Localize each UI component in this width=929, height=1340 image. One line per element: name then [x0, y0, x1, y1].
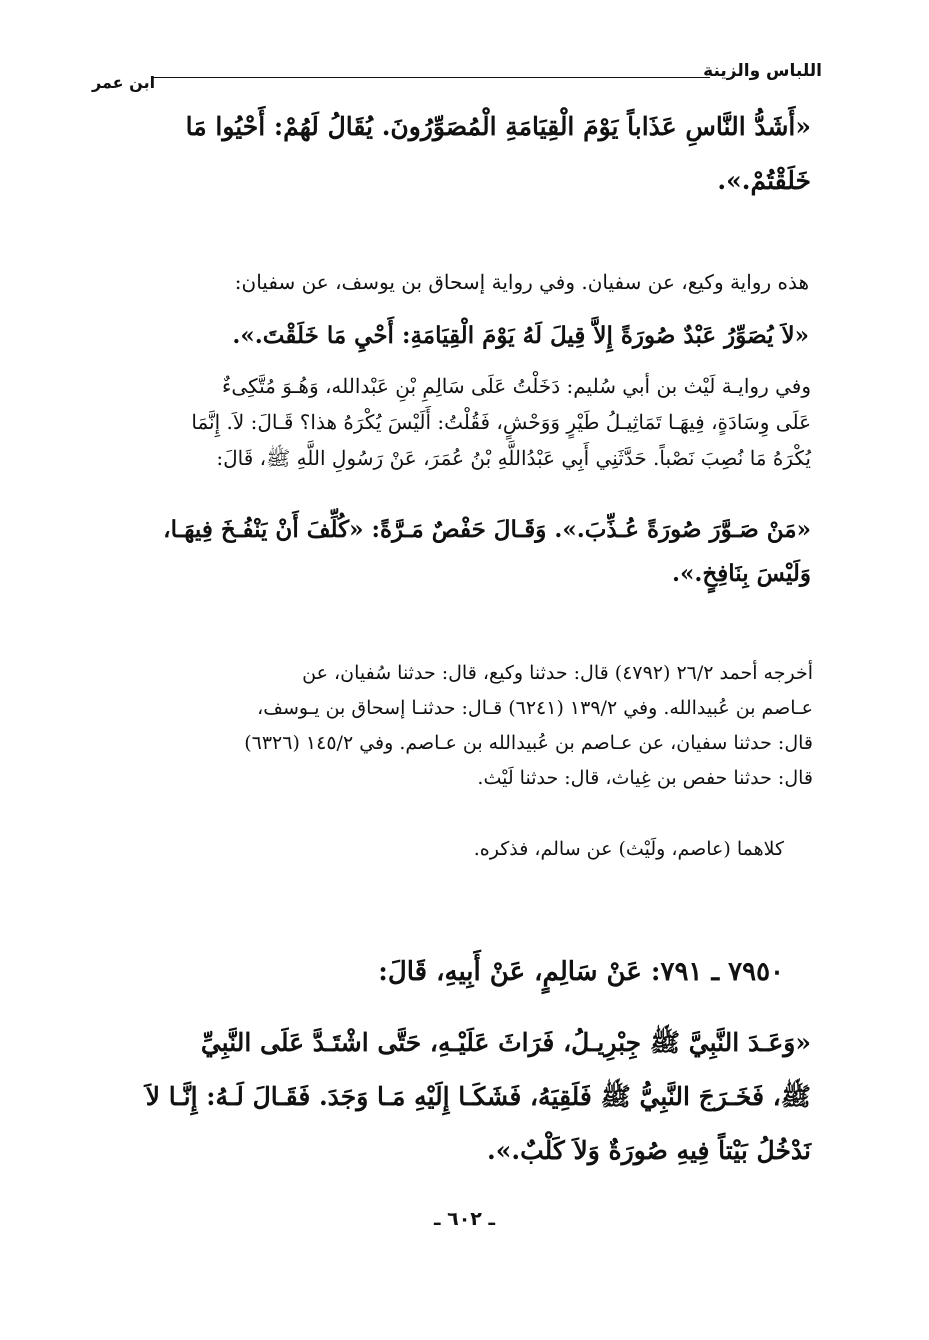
book-section-title: اللباس والزينة: [703, 61, 822, 81]
header-rule: [152, 77, 710, 78]
text-line: خَلَقْتُمْ.».: [717, 166, 811, 195]
text-line: هذه رواية وكيع، عن سفيان. وفي رواية إسحاق بن يوسف، عن سفيان:: [234, 270, 809, 294]
text-line: «لاَ يُصَوِّرُ عَبْدٌ صُورَةً إِلاَّ قِيلَ لَهُ يَوْمَ الْقِيَامَةِ: أَحْيِ مَا خَلَقْتَ.».: [232, 322, 809, 349]
text-line: نَدْخُلُ بَيْتاً فِيهِ صُورَةٌ وَلاَ كَلْبٌ.».: [487, 1136, 811, 1165]
text-line: قال: حدثنا سفيان، عن عـاصم بن عُبيدالله بن عـاصم. وفي ١٤٥/٢ (٦٣٢٦): [244, 732, 813, 754]
text-line: أخرجه أحمد ٢٦/٢ (٤٧٩٢) قال: حدثنا وكيع، قال: حدثنا سُفيان، عن: [302, 662, 813, 684]
page-number: ـ ٦٠٢ ـ: [433, 1208, 495, 1230]
text-line: عـاصم بن عُبيدالله. وفي ١٣٩/٢ (٦٢٤١) قـال: حدثنـا إسحاق بن يـوسف،: [257, 697, 813, 719]
text-line: وفي روايـة لَيْث بن أبي سُليم: دَخَلْتُ عَلَى سَالِمِ بْنِ عَبْدالله، وَهُـوَ مُتَّكِىءٌ: [222, 374, 811, 398]
text-line: وَلَيْسَ بِنَافِخٍ.».: [672, 560, 811, 587]
takhrij-conclusion: [109, 832, 784, 867]
text-line: يُكْرَهُ مَا نُصِبَ نَصْباً. حَدَّثَنِي أَبِي عَبْدُاللَّهِ بْنُ عُمَرَ، عَنْ رَسُولِ اللَّهِ ﷺ، قَالَ:: [216, 446, 811, 470]
riwaya-layth: [106, 368, 811, 476]
text-line: «وَعَـدَ النَّبِيَّ ﷺ جِبْرِيـلُ، فَرَاثَ عَلَيْـهِ، حَتَّى اشْتَـدَّ عَلَى النَّبِيِّ: [200, 1028, 811, 1057]
hadith-text-top: [111, 100, 811, 208]
hadith-791-text: [106, 1016, 811, 1178]
riwaya-ishaq-quote: [109, 314, 809, 358]
text-line: «مَنْ صَـوَّرَ صُورَةً عُـذِّبَ.». وَقَـالَ حَفْصٌ مَـرَّةً: «كُلِّفَ أَنْ يَنْفُـخَ فِيهَـا،: [163, 516, 811, 543]
narrator-name: ابن عمر: [92, 73, 156, 92]
text-line: كلاهما (عاصم، ولَيْث) عن سالم، فذكره.: [473, 838, 784, 860]
text-line: قال: حدثنا حفص بن غِياث، قال: حدثنا لَيْث.: [477, 767, 813, 789]
text-line: ﷺ، فَخَـرَجَ النَّبِيُّ ﷺ فَلَقِيَهُ، فَشَكَـا إِلَيْهِ مَـا وَجَدَ. فَقَـالَ لَـهُ: إِنَّـا لاَ: [145, 1082, 811, 1111]
hadith-number-heading: ٧٩٥٠ ـ ٧٩١: عَنْ سَالِمٍ، عَنْ أَبِيهِ، قَالَ:: [378, 957, 784, 987]
running-header: [92, 60, 822, 92]
riwaya-wakee-intro: [109, 264, 809, 300]
riwaya-layth-quote: [106, 508, 811, 596]
text-line: عَلَى وِسَادَةٍ، فِيهَـا تَمَاثِيـلُ طَيْرٍ وَوَحْشٍ، فَقُلْتُ: أَلَيْسَ يُكْرَهُ هذا؟ قَـالَ: لاَ. إِنَّمَا: [191, 410, 811, 434]
takhrij-section: [108, 656, 813, 796]
text-line: «أَشَدُّ النَّاسِ عَذَاباً يَوْمَ الْقِيَامَةِ الْمُصَوِّرُونَ. يُقَالُ لَهُمْ: أَحْيُوا مَا: [185, 112, 811, 141]
